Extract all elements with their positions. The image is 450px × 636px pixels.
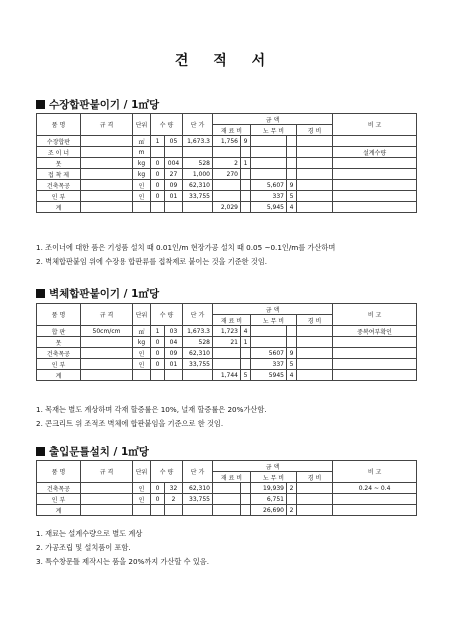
cell-labor: 5607: [251, 348, 287, 359]
header-unit: 단위: [133, 304, 151, 326]
cell-price: 33,755: [183, 359, 213, 370]
cell-labor-frac: [287, 326, 297, 337]
cell-name: 인 부: [37, 359, 81, 370]
cell-unit: 인: [133, 348, 151, 359]
cell-note: 0.24 ~ 0.4: [333, 483, 417, 494]
section-heading: 벽체합판붙이기 / 1㎡당: [36, 286, 159, 301]
cell-unit: [133, 370, 151, 381]
cell-labor-frac: [287, 494, 297, 505]
cell-material-frac: [241, 359, 251, 370]
cell-price: 1,000: [183, 169, 213, 180]
cell-labor: 5,945: [251, 202, 287, 213]
table-row: [37, 136, 417, 147]
cell-expense: [297, 169, 333, 180]
cell-labor: 337: [251, 359, 287, 370]
cell-note: [333, 359, 417, 370]
cell-expense: [297, 505, 333, 516]
cell-material-frac: [241, 169, 251, 180]
cell-spec: [81, 348, 133, 359]
table-row: [37, 158, 417, 169]
cell-spec: [81, 494, 133, 505]
table-row: [37, 370, 417, 381]
cell-spec: [81, 202, 133, 213]
cell-labor-frac: [287, 169, 297, 180]
cell-material-frac: 4: [241, 326, 251, 337]
cell-qty-int: [151, 147, 165, 158]
cell-unit: [133, 505, 151, 516]
cell-price: 62,310: [183, 180, 213, 191]
cell-labor-frac: 5: [287, 359, 297, 370]
cell-name: 인 부: [37, 191, 81, 202]
table-row: [37, 180, 417, 191]
header-qty: 수 량: [151, 304, 183, 326]
estimate-table: [36, 113, 417, 213]
cell-spec: [81, 483, 133, 494]
cell-qty-frac: 09: [165, 180, 183, 191]
cell-name: 계: [37, 505, 81, 516]
cell-name: 인 부: [37, 494, 81, 505]
cell-note: 중복여부확인: [333, 326, 417, 337]
header-amount: 금 액: [213, 114, 333, 125]
cell-price: [183, 505, 213, 516]
cell-labor-frac: 9: [287, 348, 297, 359]
cell-expense: [297, 337, 333, 348]
header-spec: 규 격: [81, 461, 133, 483]
header-unit: 단위: [133, 114, 151, 136]
cell-note: [333, 370, 417, 381]
cell-material-frac: 1: [241, 158, 251, 169]
cell-spec: [81, 147, 133, 158]
cell-labor-frac: [287, 136, 297, 147]
cell-name: 수장합판: [37, 136, 81, 147]
header-labor: 노 무 비: [251, 472, 297, 483]
cell-labor: [251, 337, 287, 348]
cell-material-frac: [241, 180, 251, 191]
cell-material: 1,744: [213, 370, 241, 381]
cell-qty-int: 1: [151, 136, 165, 147]
cell-unit: [133, 202, 151, 213]
cell-material-frac: [241, 348, 251, 359]
cell-material-frac: [241, 494, 251, 505]
black-square-icon: [36, 289, 45, 298]
cell-labor-frac: 4: [287, 202, 297, 213]
header-expense: 경 비: [297, 125, 333, 136]
cell-labor: [251, 147, 287, 158]
cell-expense: [297, 158, 333, 169]
table-header-row: [37, 114, 417, 125]
cell-note: 설계수량: [333, 147, 417, 158]
cell-note: [333, 505, 417, 516]
cell-qty-frac: 09: [165, 348, 183, 359]
header-labor: 노 무 비: [251, 315, 297, 326]
cell-material: [213, 348, 241, 359]
cell-material: [213, 483, 241, 494]
header-expense: 경 비: [297, 315, 333, 326]
cell-name: 계: [37, 370, 81, 381]
table-row: [37, 359, 417, 370]
cell-material: [213, 494, 241, 505]
cell-expense: [297, 147, 333, 158]
cell-price: 528: [183, 158, 213, 169]
header-qty: 수 량: [151, 114, 183, 136]
cell-material: 2,029: [213, 202, 241, 213]
cell-price: 62,310: [183, 348, 213, 359]
cell-price: [183, 147, 213, 158]
cell-material: [213, 505, 241, 516]
cell-unit: 인: [133, 191, 151, 202]
cell-labor-frac: [287, 337, 297, 348]
cell-note: [333, 136, 417, 147]
cell-qty-frac: 05: [165, 136, 183, 147]
cell-material: [213, 147, 241, 158]
cell-qty-int: [151, 505, 165, 516]
cell-price: 33,755: [183, 494, 213, 505]
cell-unit: kg: [133, 169, 151, 180]
cell-material-frac: 1: [241, 337, 251, 348]
cell-name: 건축목공: [37, 180, 81, 191]
cell-labor-frac: 2: [287, 483, 297, 494]
cell-qty-frac: 2: [165, 494, 183, 505]
cell-qty-int: 0: [151, 337, 165, 348]
cell-labor: 5,607: [251, 180, 287, 191]
header-name: 품 명: [37, 304, 81, 326]
document-title: 견 적 서: [174, 53, 276, 69]
cell-labor-frac: 9: [287, 180, 297, 191]
cell-price: 1,673.3: [183, 326, 213, 337]
cell-unit: 인: [133, 494, 151, 505]
cell-name: 합 판: [37, 326, 81, 337]
table-row: [37, 147, 417, 158]
cell-material: [213, 180, 241, 191]
cell-material-frac: [241, 191, 251, 202]
cell-qty-frac: 01: [165, 191, 183, 202]
cell-expense: [297, 202, 333, 213]
cell-material-frac: [241, 483, 251, 494]
section-notes: 1. 조이너에 대한 품은 기성품 설치 때 0.01인/m 현장가공 설치 때 0.05 ~0.1인/m를 가산하며 2. 벽체합판붙임 위에 수장용 합판류를 접착제로 붙이는 것을 기준한 것임.: [36, 243, 336, 266]
table-row: [37, 326, 417, 337]
cell-price: 528: [183, 337, 213, 348]
cell-name: 조 이 너: [37, 147, 81, 158]
cell-qty-int: [151, 370, 165, 381]
cell-note: [333, 348, 417, 359]
cell-expense: [297, 359, 333, 370]
cell-note: [333, 191, 417, 202]
cell-material-frac: [241, 147, 251, 158]
cell-unit: m: [133, 147, 151, 158]
cell-price: [183, 370, 213, 381]
cell-material: [213, 359, 241, 370]
cell-material-frac: [241, 505, 251, 516]
header-note: 비 고: [333, 461, 417, 483]
cell-qty-frac: 32: [165, 483, 183, 494]
cell-spec: [81, 169, 133, 180]
header-price: 단 가: [183, 304, 213, 326]
header-labor: 노 무 비: [251, 125, 297, 136]
cell-price: 33,755: [183, 191, 213, 202]
cell-labor: [251, 158, 287, 169]
cell-qty-int: 0: [151, 359, 165, 370]
cell-qty-int: 0: [151, 483, 165, 494]
table-row: [37, 202, 417, 213]
cell-spec: [81, 136, 133, 147]
header-note: 비 고: [333, 114, 417, 136]
cell-price: 1,673.3: [183, 136, 213, 147]
cell-labor: 19,939: [251, 483, 287, 494]
header-amount: 금 액: [213, 304, 333, 315]
cell-expense: [297, 494, 333, 505]
cell-material: 21: [213, 337, 241, 348]
cell-labor-frac: [287, 147, 297, 158]
table-row: [37, 483, 417, 494]
cell-expense: [297, 136, 333, 147]
cell-labor: [251, 169, 287, 180]
estimate-table: [36, 303, 417, 381]
cell-spec: [81, 158, 133, 169]
cell-qty-frac: 01: [165, 359, 183, 370]
cell-note: [333, 180, 417, 191]
cell-material: 1,756: [213, 136, 241, 147]
cell-qty-int: 0: [151, 348, 165, 359]
header-material: 재 료 비: [213, 472, 251, 483]
cell-labor: 337: [251, 191, 287, 202]
table-row: [37, 494, 417, 505]
cell-qty-int: 1: [151, 326, 165, 337]
header-note: 비 고: [333, 304, 417, 326]
cell-qty-frac: 27: [165, 169, 183, 180]
cell-qty-int: 0: [151, 169, 165, 180]
cell-unit: ㎡: [133, 136, 151, 147]
header-name: 품 명: [37, 114, 81, 136]
cell-qty-frac: [165, 147, 183, 158]
cell-qty-frac: 004: [165, 158, 183, 169]
cell-expense: [297, 191, 333, 202]
cell-material: 2: [213, 158, 241, 169]
cell-labor: 6,751: [251, 494, 287, 505]
table-row: [37, 348, 417, 359]
cell-note: [333, 202, 417, 213]
cell-labor: [251, 326, 287, 337]
cell-note: [333, 494, 417, 505]
table-row: [37, 337, 417, 348]
cell-material-frac: 9: [241, 136, 251, 147]
table-row: [37, 169, 417, 180]
cell-spec: [81, 505, 133, 516]
cell-qty-int: [151, 202, 165, 213]
table-header-row: [37, 461, 417, 472]
cell-qty-int: 0: [151, 158, 165, 169]
section-notes: 1. 목재는 별도 계상하며 각재 할증률은 10%, 널재 할증률은 20%가산함. 2. 콘크리트 위 조적조 벽체에 합판붙임을 기준으로 한 것임.: [36, 405, 267, 428]
section-notes: 1. 재료는 설계수량으로 별도 계상 2. 가공조립 및 설치품이 포함. 3. 특수창문틀 제작시는 품을 20%까지 가산할 수 있음.: [36, 529, 210, 566]
cell-labor-frac: 2: [287, 505, 297, 516]
cell-material-frac: [241, 202, 251, 213]
cell-spec: 50cm/cm: [81, 326, 133, 337]
header-name: 품 명: [37, 461, 81, 483]
cell-name: 못: [37, 158, 81, 169]
table-row: [37, 191, 417, 202]
header-price: 단 가: [183, 461, 213, 483]
cell-price: [183, 202, 213, 213]
cell-qty-frac: [165, 370, 183, 381]
cell-unit: 인: [133, 483, 151, 494]
cell-qty-int: 0: [151, 494, 165, 505]
cell-material-frac: 5: [241, 370, 251, 381]
cell-price: 62,310: [183, 483, 213, 494]
header-spec: 규 격: [81, 114, 133, 136]
cell-spec: [81, 359, 133, 370]
cell-note: [333, 169, 417, 180]
cell-qty-frac: [165, 202, 183, 213]
cell-spec: [81, 370, 133, 381]
header-amount: 금 액: [213, 461, 333, 472]
cell-name: 건축목공: [37, 348, 81, 359]
header-unit: 단위: [133, 461, 151, 483]
black-square-icon: [36, 100, 45, 109]
estimate-table: [36, 460, 417, 516]
table-header-row: [37, 304, 417, 315]
cell-material: 1,723: [213, 326, 241, 337]
cell-name: 접 착 제: [37, 169, 81, 180]
cell-qty-frac: 03: [165, 326, 183, 337]
cell-note: [333, 158, 417, 169]
cell-note: [333, 337, 417, 348]
cell-expense: [297, 326, 333, 337]
cell-labor: [251, 136, 287, 147]
header-material: 재 료 비: [213, 315, 251, 326]
header-expense: 경 비: [297, 472, 333, 483]
cell-expense: [297, 180, 333, 191]
cell-unit: 인: [133, 359, 151, 370]
cell-unit: 인: [133, 180, 151, 191]
cell-expense: [297, 483, 333, 494]
cell-expense: [297, 370, 333, 381]
header-price: 단 가: [183, 114, 213, 136]
black-square-icon: [36, 447, 45, 456]
cell-name: 못: [37, 337, 81, 348]
header-spec: 규 격: [81, 304, 133, 326]
cell-labor: 5945: [251, 370, 287, 381]
cell-spec: [81, 191, 133, 202]
cell-unit: kg: [133, 337, 151, 348]
cell-labor-frac: 4: [287, 370, 297, 381]
section-heading: 수장합판붙이기 / 1㎡당: [36, 97, 159, 112]
cell-unit: ㎡: [133, 326, 151, 337]
cell-name: 건축목공: [37, 483, 81, 494]
cell-labor-frac: [287, 158, 297, 169]
header-material: 재 료 비: [213, 125, 251, 136]
table-row: [37, 505, 417, 516]
cell-qty-frac: 04: [165, 337, 183, 348]
section-heading: 출입문틀설치 / 1㎡당: [36, 444, 149, 459]
cell-material: 270: [213, 169, 241, 180]
cell-labor-frac: 5: [287, 191, 297, 202]
cell-unit: kg: [133, 158, 151, 169]
header-qty: 수 량: [151, 461, 183, 483]
cell-expense: [297, 348, 333, 359]
cell-spec: [81, 180, 133, 191]
cell-material: [213, 191, 241, 202]
cell-spec: [81, 337, 133, 348]
cell-qty-frac: [165, 505, 183, 516]
cell-qty-int: 0: [151, 180, 165, 191]
cell-labor: 26,690: [251, 505, 287, 516]
cell-name: 계: [37, 202, 81, 213]
cell-qty-int: 0: [151, 191, 165, 202]
